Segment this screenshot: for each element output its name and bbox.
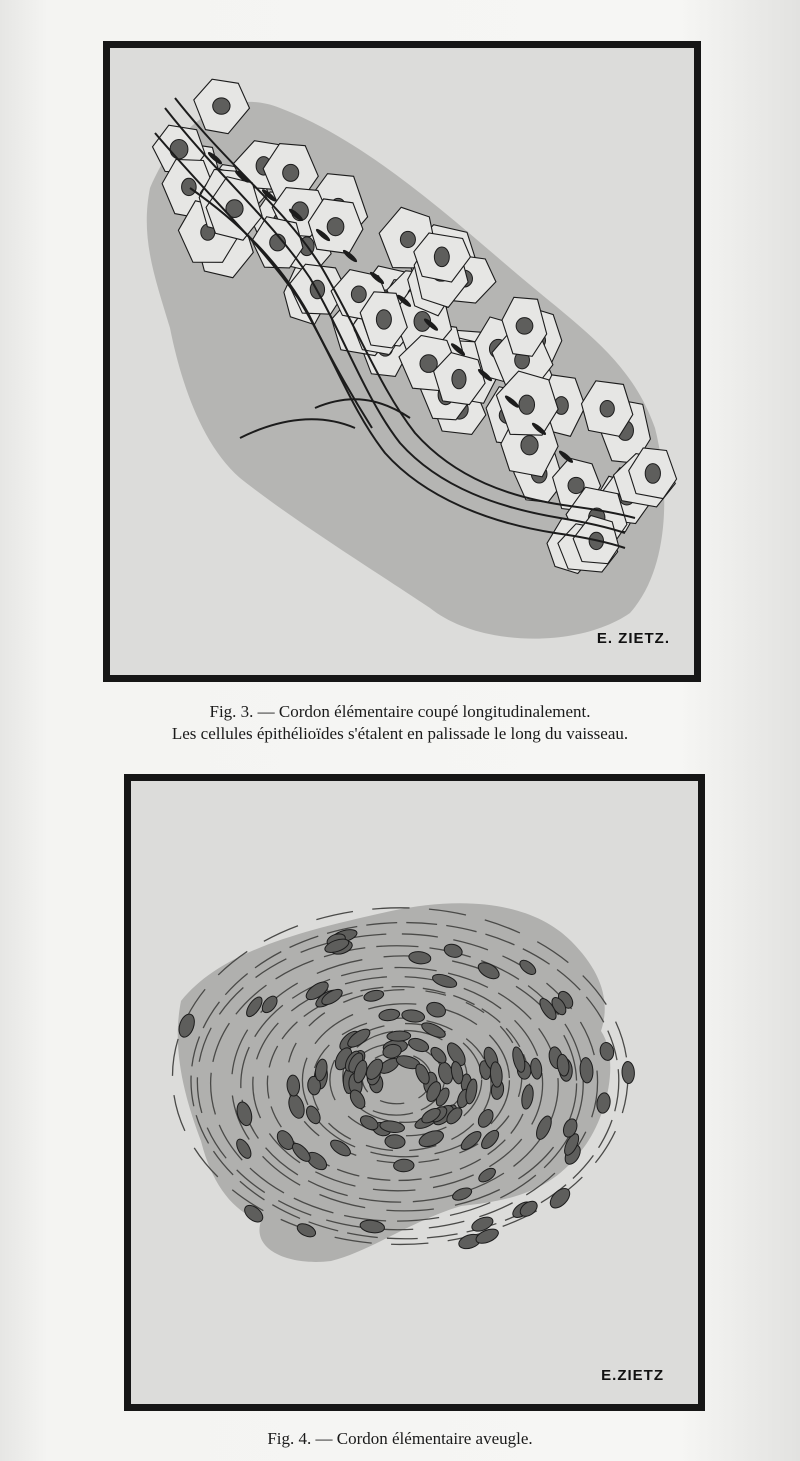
cell-nucleus — [452, 369, 466, 388]
figure-3-plate — [103, 41, 701, 682]
figure-4-caption — [0, 1428, 800, 1450]
figure-4-caption-title: Fig. 4. — Cordon élémentaire aveugle. — [267, 1429, 533, 1448]
figure-3-caption — [0, 701, 800, 745]
cell-nucleus — [283, 164, 299, 181]
cell-nucleus — [400, 231, 415, 247]
figure-3-caption-title: Fig. 3. — Cordon élémentaire coupé longitudinalement. — [209, 702, 591, 721]
cell-nucleus — [600, 401, 614, 417]
cell-nucleus — [351, 286, 366, 303]
figure-3-caption-description: Les cellules épithélioïdes s'étalent en palissade le long du vaisseau. — [171, 724, 629, 743]
cell-nucleus — [521, 436, 538, 455]
tissue-shadow — [178, 903, 611, 1262]
cell-nucleus — [645, 464, 660, 484]
cell-nucleus — [327, 218, 344, 236]
cell-nucleus — [516, 318, 533, 334]
fibroblast-nucleus — [621, 1061, 634, 1084]
artist-signature: E. ZIETZ. — [596, 630, 670, 647]
figure-3-illustration — [110, 48, 694, 675]
cell-nucleus — [376, 310, 391, 329]
figure-4-plate — [124, 774, 705, 1411]
figure-4-illustration — [131, 781, 698, 1404]
fibroblast-nucleus — [393, 1159, 414, 1172]
cell-nucleus — [568, 477, 584, 493]
cell-nucleus — [519, 395, 535, 414]
cell-nucleus — [434, 247, 449, 267]
cell-nucleus — [213, 98, 230, 114]
artist-signature: E.ZIETZ — [601, 1367, 664, 1384]
cell-nucleus — [182, 178, 197, 195]
fibroblast-nucleus — [387, 1031, 411, 1042]
cell-nucleus — [170, 139, 188, 158]
